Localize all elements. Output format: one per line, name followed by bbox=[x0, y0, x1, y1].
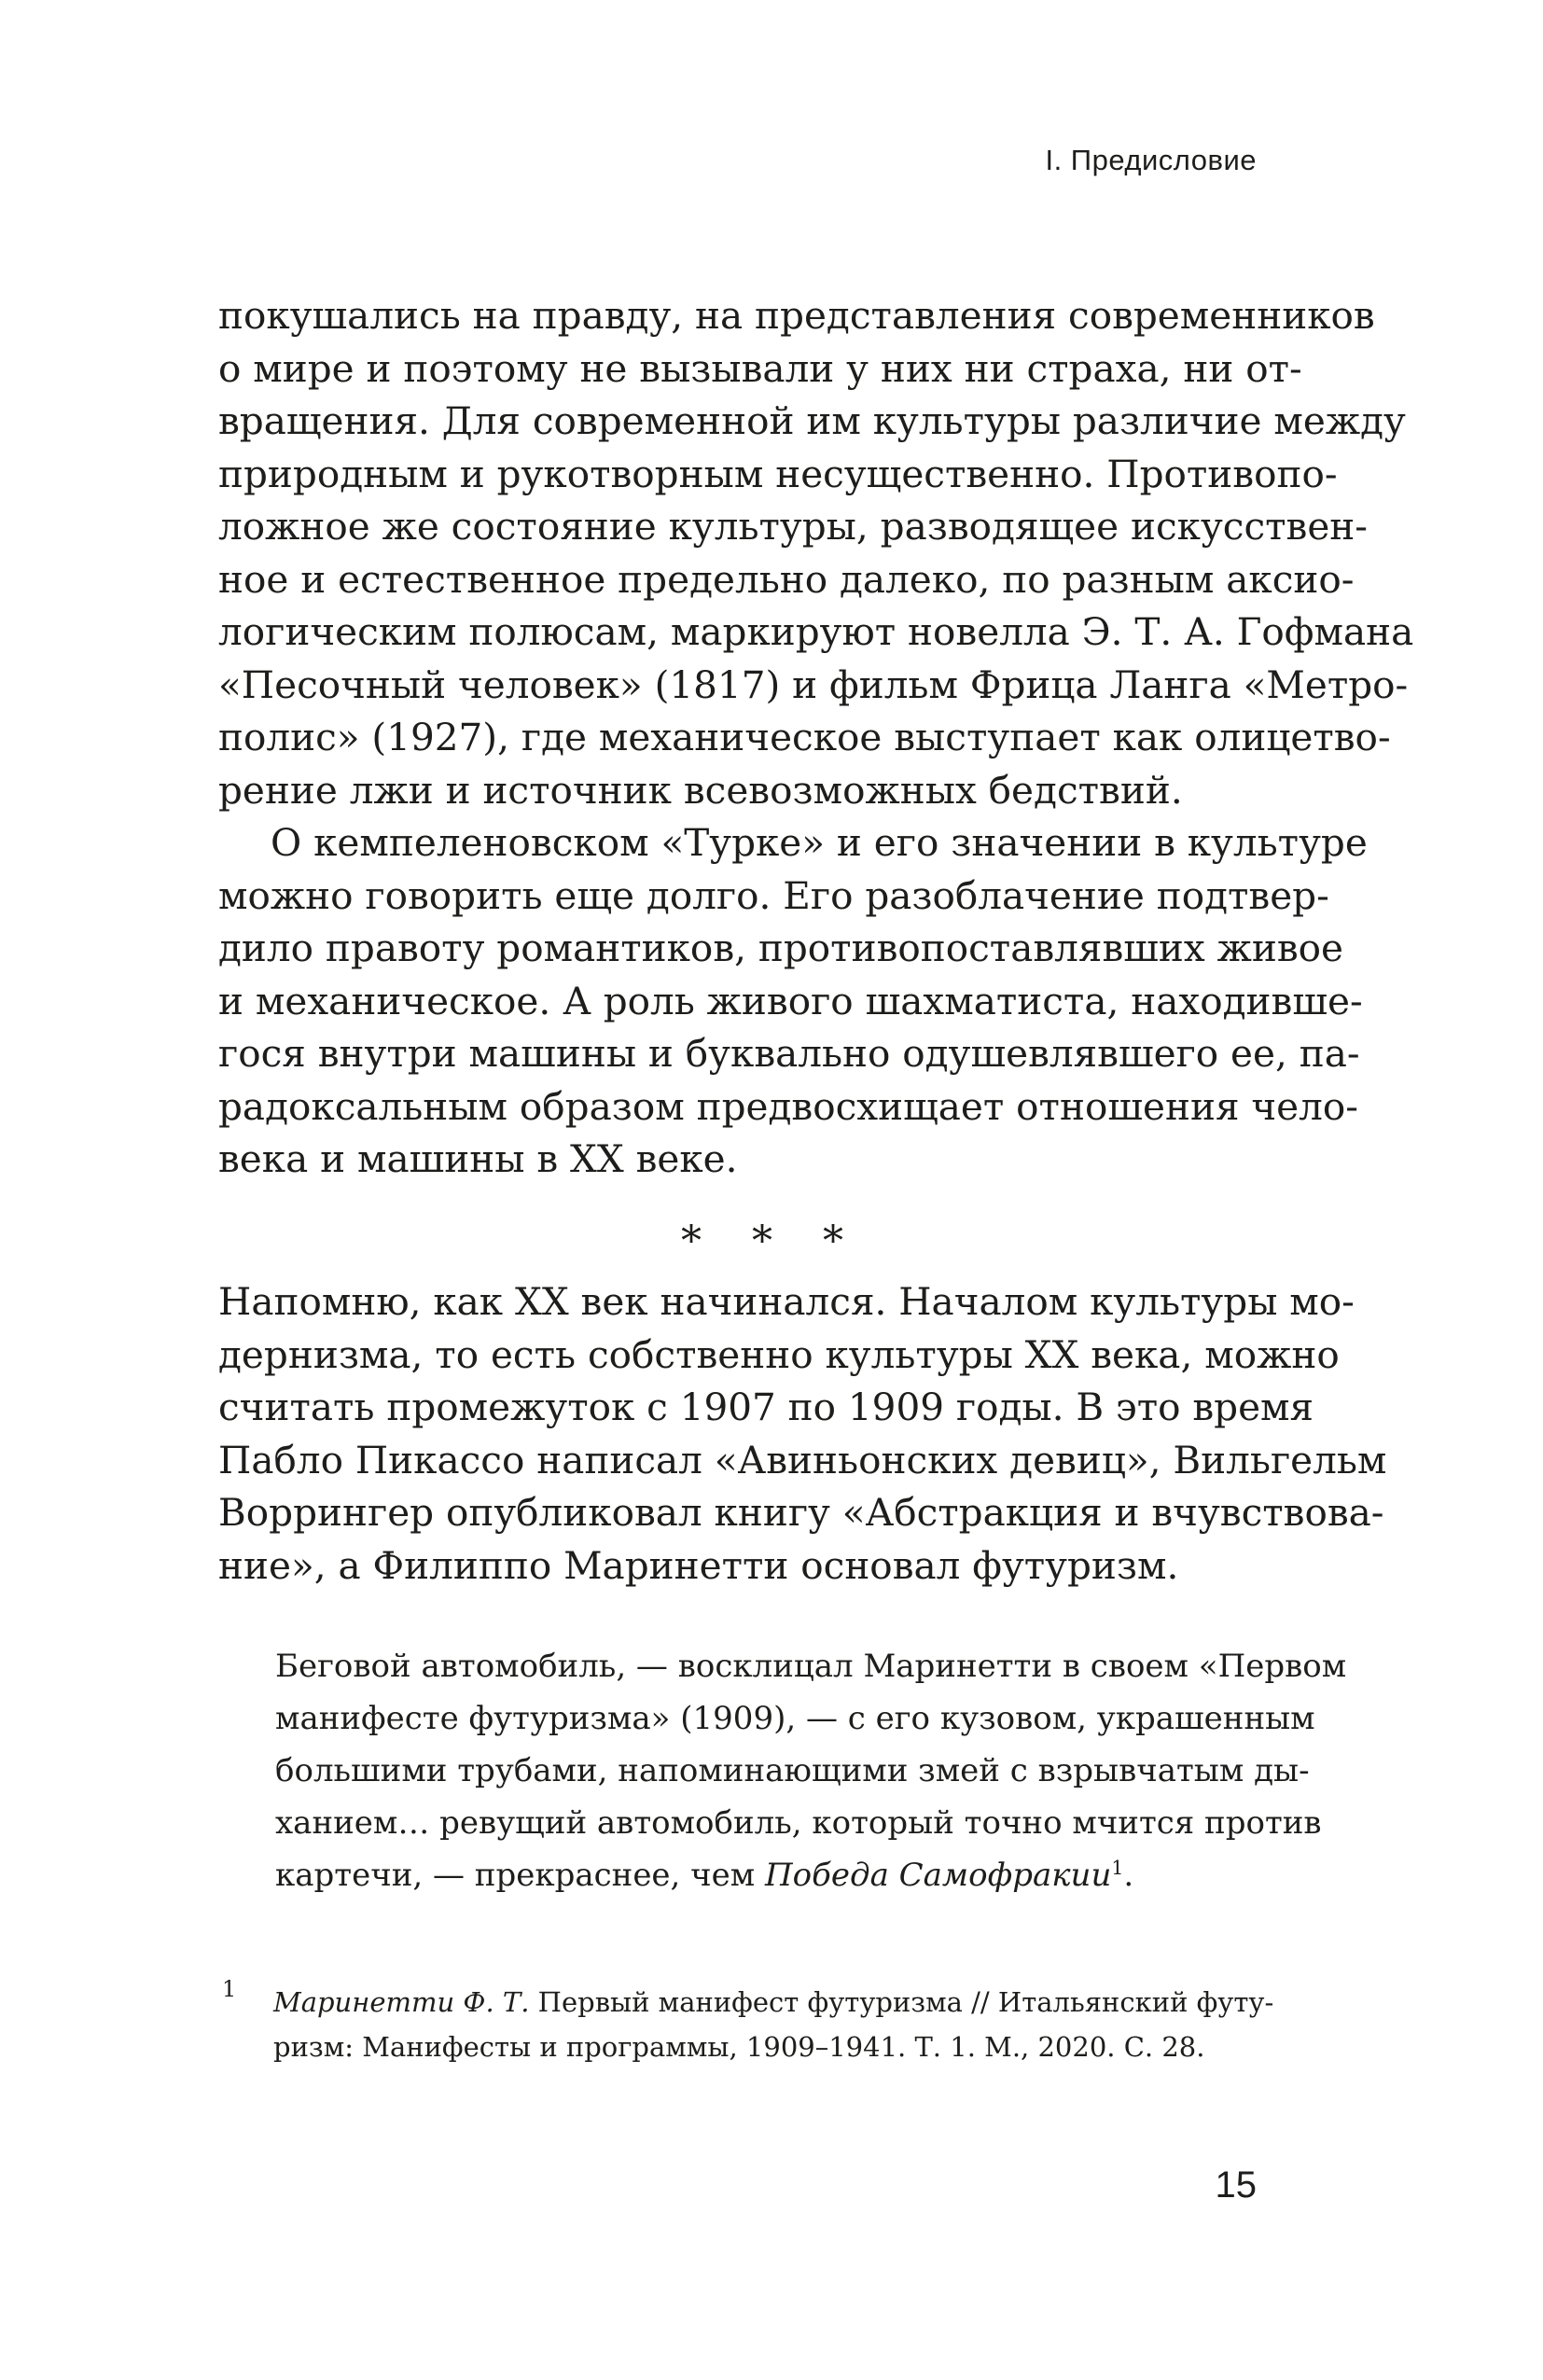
paragraph-line: Напомню, как XX век начинался. Началом культуры мо- bbox=[218, 1279, 1355, 1324]
quote-text: картечи, — прекраснее, чем bbox=[275, 1857, 766, 1894]
quote-artwork-title: Победа Самофракии bbox=[765, 1857, 1112, 1894]
paragraph-line: гося внутри машины и буквально одушевлявшего ее, па- bbox=[218, 1031, 1360, 1076]
footnote-line bbox=[273, 1980, 1274, 2025]
paragraph-line: Воррингер опубликовал книгу «Абстракция и вчувствова- bbox=[218, 1490, 1384, 1535]
paragraph-line: рение лжи и источник всевозможных бедствий. bbox=[218, 767, 1183, 813]
quote-line: манифесте футуризма» (1909), — с его кузовом, украшенным bbox=[275, 1700, 1315, 1737]
footnote-text: Первый манифест футуризма // Итальянский футу- bbox=[529, 1986, 1274, 2018]
paragraph-line: логическим полюсам, маркируют новелла Э. Т. А. Гофмана bbox=[218, 609, 1414, 654]
footnote-mark: 1 bbox=[222, 1976, 237, 2002]
page-number: 15 bbox=[1215, 2164, 1257, 2206]
quote-text: . bbox=[1123, 1857, 1134, 1894]
paragraph-line: «Песочный человек» (1817) и фильм Фрица Ланга «Метро- bbox=[218, 661, 1409, 707]
paragraph-1 bbox=[218, 289, 1414, 1186]
paragraph-line: вращения. Для современной им культуры различие между bbox=[218, 398, 1406, 443]
paragraph-line: дило правоту романтиков, противопоставлявших живое bbox=[218, 926, 1344, 970]
quote-line: ханием… ревущий автомобиль, который точно мчится против bbox=[275, 1804, 1322, 1842]
paragraph-line: века и машины в XX веке. bbox=[218, 1136, 738, 1181]
running-head: I. Предисловие bbox=[1045, 144, 1257, 176]
paragraph-line: ложное же состояние культуры, разводящее искусствен- bbox=[218, 504, 1368, 549]
footnote-author: Маринетти Ф. Т. bbox=[273, 1986, 530, 2018]
paragraph-line: радоксальным образом предвосхищает отношения чело- bbox=[218, 1083, 1358, 1129]
paragraph-line: о мире и поэтому не вызывали у них ни страха, ни от- bbox=[218, 345, 1302, 391]
paragraph-line: считать промежуток с 1907 по 1909 годы. В это время bbox=[218, 1385, 1314, 1429]
paragraph-line: природным и рукотворным несущественно. Противопо- bbox=[218, 451, 1338, 496]
block-quote bbox=[275, 1640, 1347, 1901]
paragraph-line: ное и естественное предельно далеко, по разным аксио- bbox=[218, 556, 1355, 602]
quote-line: Беговой автомобиль, — восклицал Маринетти в своем «Первом bbox=[275, 1648, 1347, 1685]
footnote-reference[interactable]: 1 bbox=[1111, 1856, 1124, 1879]
section-separator: * * * bbox=[681, 1218, 862, 1265]
paragraph-line: дернизма, то есть собственно культуры XX века, можно bbox=[218, 1331, 1340, 1377]
paragraph-line: ние», а Филиппо Маринетти основал футуризм. bbox=[218, 1542, 1179, 1588]
paragraph-line: О кемпеленовском «Турке» и его значении в культуре bbox=[271, 820, 1368, 865]
paragraph-line: и механическое. А роль живого шахматиста, находивше- bbox=[218, 978, 1363, 1023]
paragraph-line: покушались на правду, на представления современников bbox=[218, 293, 1375, 338]
paragraph-3 bbox=[218, 1275, 1387, 1592]
paragraph-line: можно говорить еще долго. Его разоблачение подтвер- bbox=[218, 872, 1329, 918]
footnote bbox=[273, 1980, 1274, 2069]
paragraph-line: полис» (1927), где механическое выступает как олицетво- bbox=[218, 715, 1391, 759]
quote-line-last bbox=[275, 1849, 1266, 1901]
footnote-line: ризм: Манифесты и программы, 1909–1941. Т. 1. М., 2020. С. 28. bbox=[273, 2031, 1205, 2063]
paragraph-line: Пабло Пикассо написал «Авиньонских девиц», Вильгельм bbox=[218, 1437, 1387, 1482]
quote-line: большими трубами, напоминающими змей с взрывчатым ды- bbox=[275, 1752, 1310, 1789]
